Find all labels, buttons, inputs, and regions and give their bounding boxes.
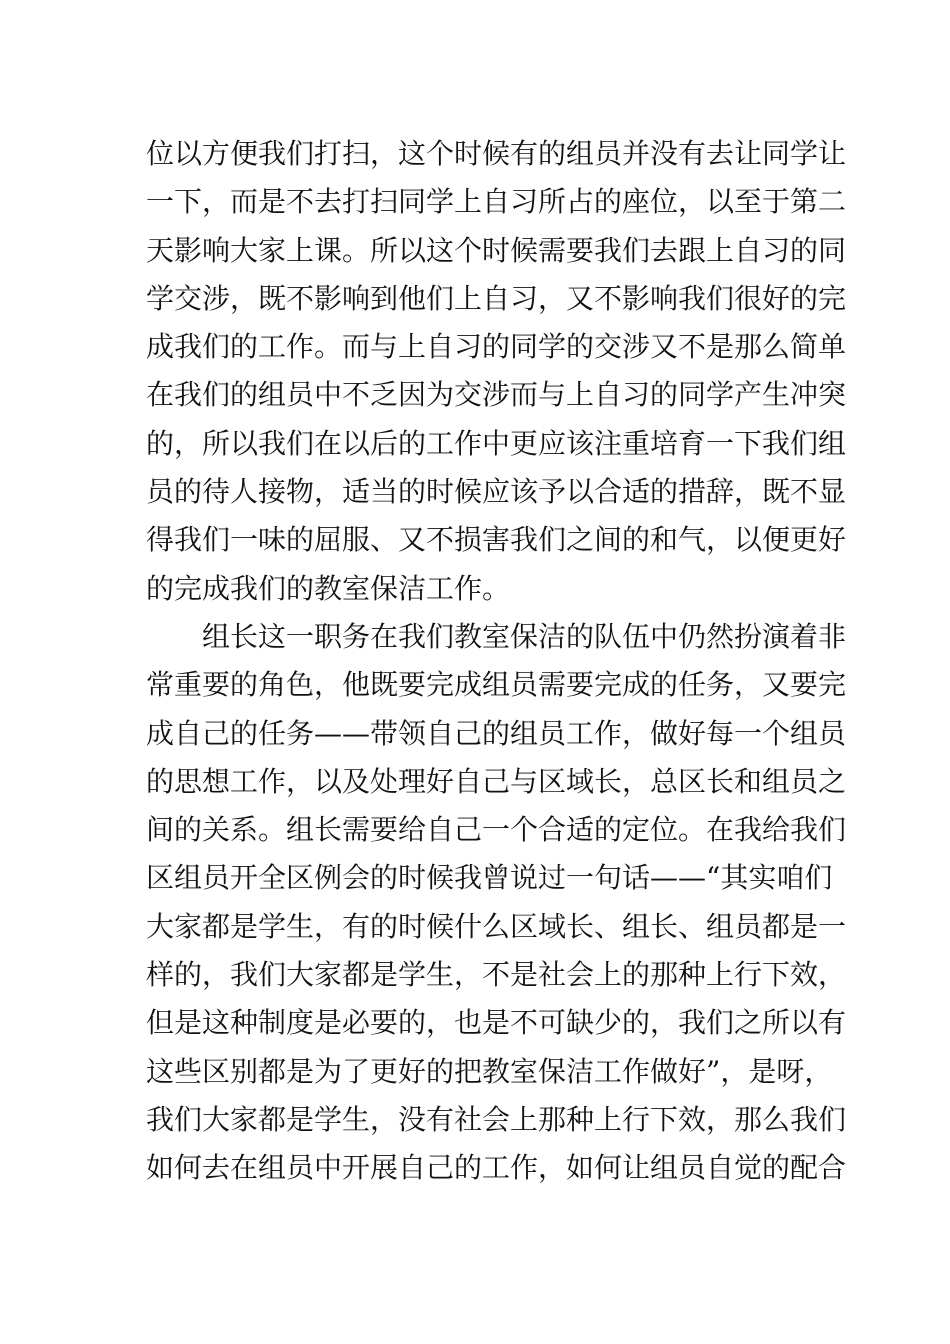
text-line: 员的待人接物，适当的时候应该予以合适的措辞，既不显 [146,475,847,509]
text-line: 在我们的组员中不乏因为交涉而与上自习的同学产生冲突 [146,378,847,412]
text-line: 如何去在组员中开展自己的工作，如何让组员自觉的配合 [146,1151,847,1185]
text-line: 组长这一职务在我们教室保洁的队伍中仍然扮演着非 [202,619,847,653]
text-line: 的完成我们的教室保洁工作。 [146,571,511,605]
text-line: 成我们的工作。而与上自习的同学的交涉又不是那么简单 [146,330,847,364]
text-line: 成自己的任务——带领自己的组员工作，做好每一个组员 [146,716,847,750]
text-line: 我们大家都是学生，没有社会上那种上行下效，那么我们 [146,1102,847,1136]
paragraph [146,130,847,613]
text-line: 位以方便我们打扫，这个时候有的组员并没有去让同学让 [146,137,847,170]
text-line: 区组员开全区例会的时候我曾说过一句话——“其实咱们 [146,861,833,895]
paragraph [146,613,847,1193]
text-line: 得我们一味的屈服、又不损害我们之间的和气，以便更好 [146,523,847,557]
text-line: 这些区别都是为了更好的把教室保洁工作做好”，是呀， [146,1054,833,1088]
text-line: 常重要的角色，他既要完成组员需要完成的任务，又要完 [146,668,847,702]
text-line: 间的关系。组长需要给自己一个合适的定位。在我给我们 [146,813,847,847]
text-line: 天影响大家上课。所以这个时候需要我们去跟上自习的同 [146,233,847,267]
text-line: 的，所以我们在以后的工作中更应该注重培育一下我们组 [146,426,847,460]
body-text [146,130,847,1193]
text-line: 大家都是学生，有的时候什么区域长、组长、组员都是一 [146,909,847,943]
text-line: 但是这种制度是必要的，也是不可缺少的，我们之所以有 [146,1006,847,1040]
text-line: 学交涉，既不影响到他们上自习，又不影响我们很好的完 [146,281,847,315]
text-line: 样的，我们大家都是学生，不是社会上的那种上行下效， [146,958,847,992]
text-line: 的思想工作，以及处理好自己与区域长，总区长和组员之 [146,764,847,798]
text-line: 一下，而是不去打扫同学上自习所占的座位，以至于第二 [146,185,847,219]
